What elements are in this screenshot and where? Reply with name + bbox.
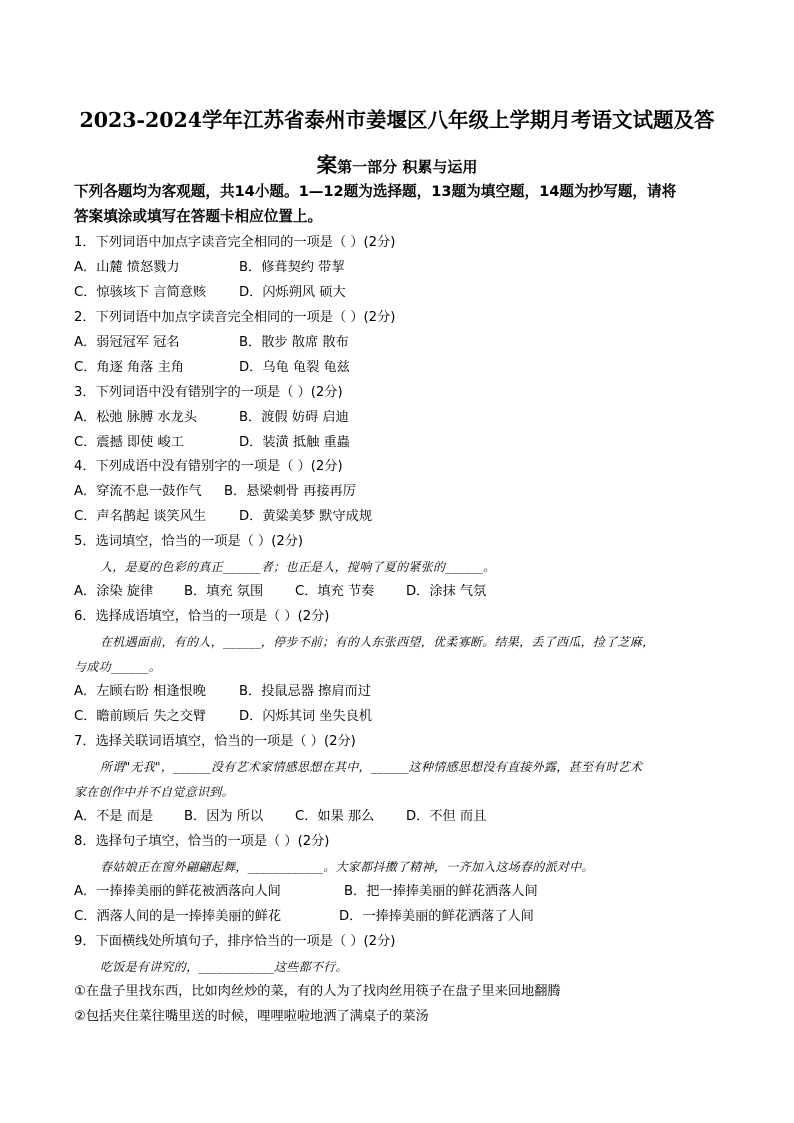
- option-row: [74, 907, 734, 927]
- option-row: [74, 507, 734, 527]
- option-a: A．弱冠冠军 冠名: [74, 335, 180, 350]
- sentence-item-2: ②包括夹住菜往嘴里送的时候，哩哩啦啦地洒了满桌子的菜汤: [74, 1009, 429, 1024]
- option-row: [74, 682, 734, 702]
- question-stem-1: 1．下列词语中加点字读音完全相同的一项是（ ）(2分): [74, 235, 396, 250]
- option-a: A．不是 而是: [74, 809, 154, 824]
- option-a: A．左顾右盼 相逢恨晚: [74, 684, 206, 699]
- question-stem-2: 2．下列词语中加点字读音完全相同的一项是（ ）(2分): [74, 310, 396, 325]
- option-row: [74, 433, 734, 453]
- question-passage: 在机遇面前，有的人，______，停步不前；有的人东张西望，优柔寡断。结果，丢了西瓜，捡了芝麻，: [100, 635, 655, 649]
- instructions-line-1: 下列各题均为客观题，共14小题。1—12题为选择题，13题为填空题，14题为抄写题，请将: [74, 183, 677, 200]
- option-d: D．装潢 抵触 重蟲: [239, 435, 350, 450]
- sentence-item-1: ①在盘子里找东西，比如肉丝炒的菜，有的人为了找肉丝用筷子在盘子里来回地翻腾: [74, 984, 561, 999]
- question-passage-continued: 与成功______。: [74, 660, 162, 674]
- option-d: D．一捧捧美丽的鲜花洒落了人间: [339, 909, 534, 924]
- option-b: B．填充 氛围: [184, 584, 264, 599]
- option-c: C．震撼 即使 峻工: [74, 435, 184, 450]
- option-a: A．松弛 脉膊 水龙头: [74, 410, 197, 425]
- option-row: [74, 582, 734, 602]
- option-a: A．穿流不息一鼓作气: [74, 484, 202, 499]
- option-c: C．洒落人间的是一捧捧美丽的鲜花: [74, 909, 282, 924]
- option-row: [74, 807, 734, 827]
- page-title-continued: [74, 148, 720, 178]
- option-b: B．修葺契约 带挈: [239, 260, 345, 275]
- option-d: D．不但 而且: [406, 809, 487, 824]
- option-row: [74, 707, 734, 727]
- option-row: [74, 408, 734, 428]
- question-passage: 春姑娘正在窗外翩翩起舞，____________。大家都抖擞了精神，一齐加入这场春的派对中。: [100, 860, 594, 874]
- option-c: C．如果 那么: [295, 809, 375, 824]
- question-stem-9: 9．下面横线处所填句子，排序恰当的一项是（ ）(2分): [74, 934, 396, 949]
- question-stem-3: 3．下列词语中没有错别字的一项是（ ）(2分): [74, 385, 343, 400]
- instructions-line-2: 答案填涂或填写在答题卡相应位置上。: [74, 208, 323, 225]
- option-b: B．投鼠忌器 擦肩而过: [239, 684, 371, 699]
- option-b: B．因为 所以: [184, 809, 264, 824]
- option-d: D．涂抹 气氛: [406, 584, 487, 599]
- option-b: B．把一捧捧美丽的鲜花洒落人间: [344, 884, 538, 899]
- question-passage: 吃饭是有讲究的，____________这些都不行。: [100, 960, 348, 974]
- option-b: B．散步 散席 散布: [239, 335, 349, 350]
- option-b: B．渡假 妨碍 启迪: [239, 410, 349, 425]
- option-row: [74, 358, 734, 378]
- option-d: D．闪烁朔风 硕大: [239, 285, 346, 300]
- option-b: B．悬梁刺骨 再接再厉: [224, 484, 356, 499]
- option-row: [74, 258, 734, 278]
- option-d: D．黄粱美梦 默守成规: [239, 509, 373, 524]
- question-stem-8: 8．选择句子填空，恰当的一项是（ ）(2分): [74, 834, 330, 849]
- question-stem-6: 6．选择成语填空，恰当的一项是（ ）(2分): [74, 609, 330, 624]
- question-passage: 人，是夏的色彩的真正______者；也正是人，搅响了夏的紧张的______。: [100, 560, 496, 574]
- option-c: C．声名鹊起 谈笑风生: [74, 509, 207, 524]
- section-heading: 第一部分 积累与运用: [337, 158, 478, 176]
- question-stem-7: 7．选择关联词语填空，恰当的一项是（ ）(2分): [74, 734, 356, 749]
- question-stem-4: 4．下列成语中没有错别字的一项是（ ）(2分): [74, 459, 343, 474]
- option-row: [74, 882, 734, 902]
- option-row: [74, 333, 734, 353]
- option-a: A．涂染 旋律: [74, 584, 154, 599]
- option-row: [74, 482, 734, 502]
- option-row: [74, 283, 734, 303]
- option-c: C．惊骇垓下 言简意赅: [74, 285, 207, 300]
- option-c: C．瞻前顾后 失之交臂: [74, 709, 207, 724]
- question-passage: 所谓"无我"，______没有艺术家情感思想在其中，______这种情感思想没有直接外露，甚至有时艺术: [100, 760, 643, 774]
- option-a: A．山麓 愤怒戮力: [74, 260, 180, 275]
- page-title: 2023-2024学年江苏省泰州市姜堰区八年级上学期月考语文试题及答: [79, 108, 715, 132]
- option-d: D．乌龟 龟裂 龟兹: [239, 360, 350, 375]
- title-tail: 案: [316, 153, 338, 177]
- option-c: C．填充 节奏: [295, 584, 375, 599]
- question-passage-continued: 家在创作中并不自觉意识到。: [74, 785, 234, 799]
- option-c: C．角逐 角落 主角: [74, 360, 184, 375]
- option-d: D．闪烁其词 坐失良机: [239, 709, 373, 724]
- question-stem-5: 5．选词填空，恰当的一项是（ ）(2分): [74, 534, 304, 549]
- option-a: A．一捧捧美丽的鲜花被洒落向人间: [74, 884, 281, 899]
